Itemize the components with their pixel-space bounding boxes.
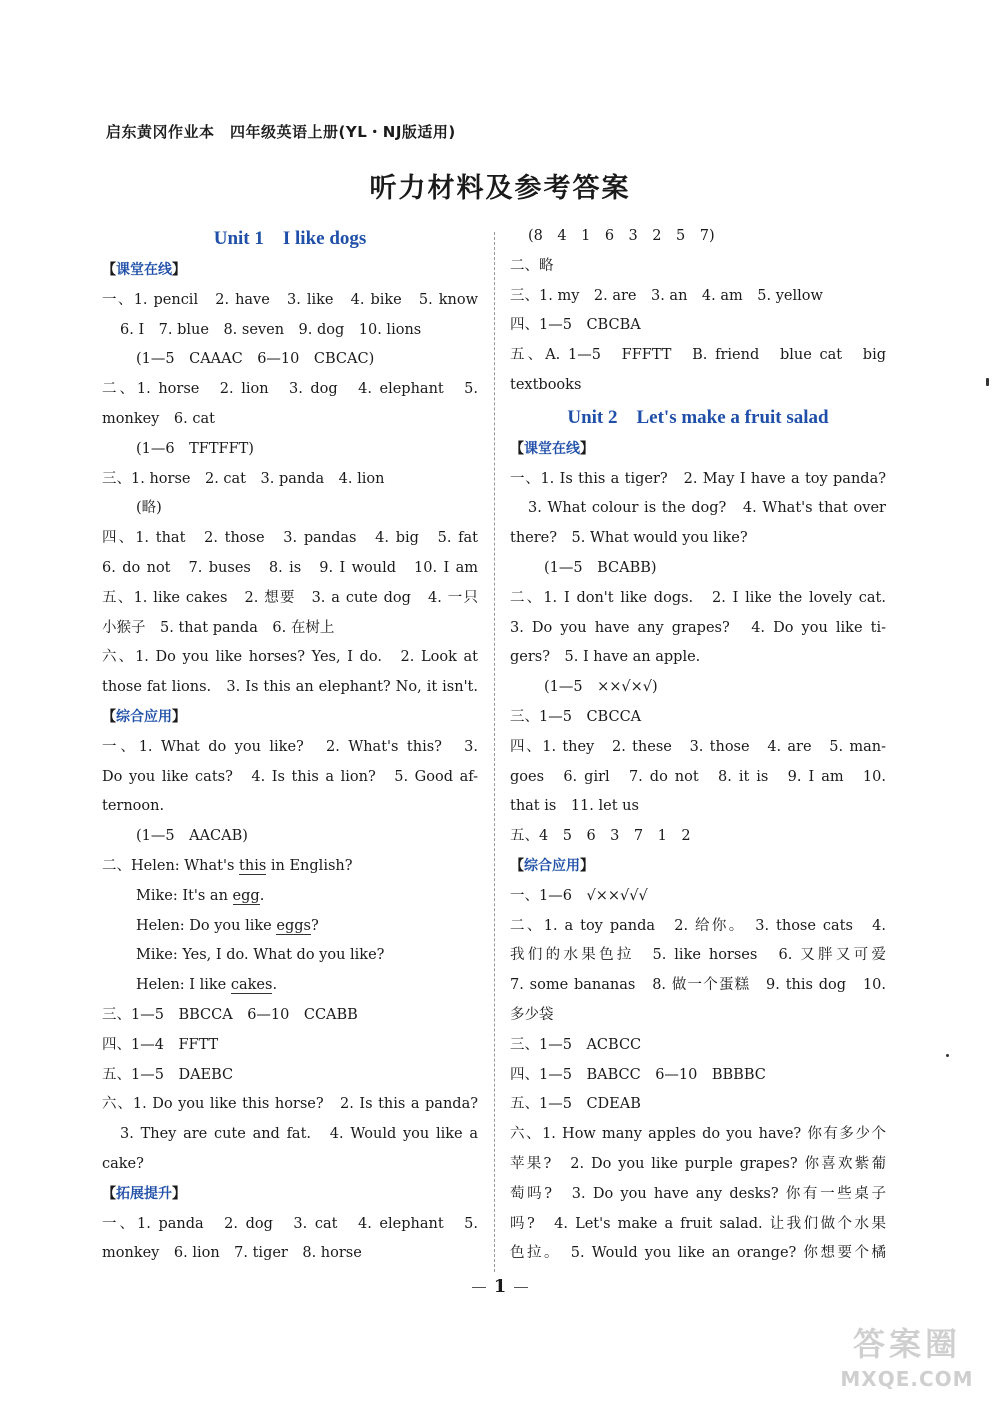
answer-line: 五、4 5 6 3 7 1 2	[510, 828, 691, 845]
answer-line: (1—5 CAAAC 6—10 CBCAC)	[136, 351, 375, 368]
answer-line: 吗? 4. Let's make a fruit salad. 让我们做个水果	[510, 1215, 886, 1232]
page-number: 1	[0, 1276, 1000, 1297]
page-title: 听力材料及参考答案	[369, 173, 631, 204]
answer-line: 三、1. horse 2. cat 3. panda 4. lion	[102, 470, 385, 487]
section-tag-classroom: 【课堂在线】	[102, 262, 186, 278]
answer-line: 四、1. that 2. those 3. pandas 4. big 5. fat	[102, 530, 478, 547]
answer-line: 五、A. 1—5 FFFTT B. friend blue cat big	[510, 347, 886, 364]
answer-line: those fat lions. 3. Is this an elephant? No, it isn't.	[102, 679, 478, 696]
dialogue-line: Helen: Do you like eggs?	[136, 917, 319, 934]
answer-line: 三、1. my 2. are 3. an 4. am 5. yellow	[510, 287, 823, 304]
answer-line: 7. some bananas 8. 做一个蛋糕 9. this dog 10.	[510, 977, 886, 994]
answer-line: 3. Do you have any grapes? 4. Do you like ti-	[510, 619, 886, 636]
answer-line: 我们的水果色拉 5. like horses 6. 又胖又可爱	[510, 947, 886, 964]
book-header: 启东黄冈作业本 四年级英语上册(YL・NJ版适用)	[106, 123, 456, 141]
answer-line: goes 6. girl 7. do not 8. it is 9. I am 10.	[510, 768, 886, 785]
answer-line: monkey 6. lion 7. tiger 8. horse	[102, 1245, 362, 1262]
dialogue-line: Helen: I like cakes.	[136, 977, 278, 994]
answer-line: 五、1—5 CDEAB	[510, 1096, 641, 1113]
unit-1-title: Unit 1 I like dogs	[213, 228, 367, 249]
answer-line: 三、1—5 BBCCA 6—10 CCABB	[102, 1006, 358, 1023]
answer-line: 6. I 7. blue 8. seven 9. dog 10. lions	[120, 321, 422, 338]
answer-line: 一、1. What do you like? 2. What's this? 3.	[102, 738, 478, 755]
answer-line: cake?	[102, 1155, 144, 1172]
watermark-text-top: 答案圈	[852, 1325, 961, 1363]
answer-line: 四、1. they 2. these 3. those 4. are 5. man-	[510, 738, 886, 755]
underlined-word: cakes	[230, 977, 273, 994]
answer-line: (1—6 TFTFFT)	[136, 440, 254, 457]
answer-line: 六、1. Do you like this horse? 2. Is this a panda?	[102, 1096, 478, 1113]
answer-line: 色拉。 5. Would you like an orange? 你想要个橘	[510, 1245, 886, 1262]
watermark-logo	[832, 1322, 982, 1400]
answer-line: 6. do not 7. buses 8. is 9. I would 10. I am	[102, 559, 478, 576]
dialogue-line: Mike: Yes, I do. What do you like?	[136, 947, 385, 964]
underlined-word: eggs	[276, 917, 311, 934]
section-tag-classroom: 【课堂在线】	[510, 440, 594, 457]
answer-line: 3. They are cute and fat. 4. Would you like a	[120, 1126, 478, 1143]
section-tag-application: 【综合应用】	[102, 708, 186, 725]
answer-line: there? 5. What would you like?	[510, 530, 748, 547]
answer-line: 六、1. Do you like horses? Yes, I do. 2. Look at	[102, 649, 478, 666]
answer-line: monkey 6. cat	[102, 410, 215, 427]
answer-line: 六、1. How many apples do you have? 你有多少个	[510, 1126, 886, 1143]
scan-speck	[946, 1054, 949, 1057]
answer-line: 多少袋	[510, 1006, 554, 1023]
answer-line: 一、1—6 √××√√√	[510, 887, 648, 904]
answer-line: 三、1—5 ACBCC	[510, 1036, 642, 1053]
underlined-word: egg	[232, 887, 260, 904]
answer-line: 二、1. horse 2. lion 3. dog 4. elephant 5.	[102, 381, 478, 398]
answer-line: textbooks	[510, 376, 582, 393]
answer-line: ternoon.	[102, 798, 165, 815]
answer-line: 二、略	[510, 257, 554, 274]
answer-line: Do you like cats? 4. Is this a lion? 5. Good af-	[102, 768, 478, 785]
section-tag-application: 【综合应用】	[510, 857, 594, 874]
answer-line: 3. What colour is the dog? 4. What's that over	[528, 500, 886, 517]
answer-line: 四、1—4 FFTT	[102, 1036, 219, 1053]
answer-line: (8 4 1 6 3 2 5 7)	[528, 228, 715, 244]
scan-speck	[986, 378, 989, 386]
column-divider	[494, 232, 495, 1272]
answer-line: (1—5 BCABB)	[544, 559, 657, 576]
answer-line: 一、1. Is this a tiger? 2. May I have a toy panda?	[510, 470, 886, 487]
answer-line: 五、1. like cakes 2. 想要 3. a cute dog 4. 一只	[102, 589, 478, 606]
answer-line: 二、1. a toy panda 2. 给你。 3. those cats 4.	[510, 917, 886, 934]
answer-line: 二、1. I don't like dogs. 2. I like the lovely cat.	[510, 589, 886, 606]
answer-line: 小猴子 5. that panda 6. 在树上	[102, 619, 335, 636]
answer-line: gers? 5. I have an apple.	[510, 649, 701, 666]
section-tag-extension: 【拓展提升】	[102, 1185, 186, 1202]
answer-line: 一、1. pencil 2. have 3. like 4. bike 5. know	[102, 291, 478, 308]
left-column	[102, 222, 478, 1269]
unit-2-title: Unit 2 Let's make a fruit salad	[567, 406, 829, 428]
underlined-word: this	[239, 857, 267, 874]
answer-line: that is 11. let us	[510, 798, 639, 815]
answer-line: 一、1. panda 2. dog 3. cat 4. elephant 5.	[102, 1215, 478, 1232]
answer-line: 三、1—5 CBCCA	[510, 708, 642, 725]
answer-line: (1—5 ××√×√)	[544, 679, 658, 696]
answer-line: 四、1—5 BABCC 6—10 BBBBC	[510, 1066, 766, 1083]
answer-line: (1—5 AACAB)	[136, 828, 248, 845]
answer-line: 四、1—5 CBCBA	[510, 317, 641, 334]
dialogue-line: Mike: It's an egg.	[136, 887, 265, 904]
watermark-text-bottom: MXQE.COM	[840, 1367, 974, 1391]
answer-line: 苹果? 2. Do you like purple grapes? 你喜欢紫葡	[510, 1155, 886, 1172]
right-column	[510, 222, 886, 1269]
answer-line: 五、1—5 DAEBC	[102, 1066, 234, 1083]
dialogue-line: 二、Helen: What's this in English?	[102, 857, 353, 874]
answer-line: (略)	[136, 500, 162, 517]
answer-line: 萄吗? 3. Do you have any desks? 你有一些桌子	[510, 1185, 886, 1202]
